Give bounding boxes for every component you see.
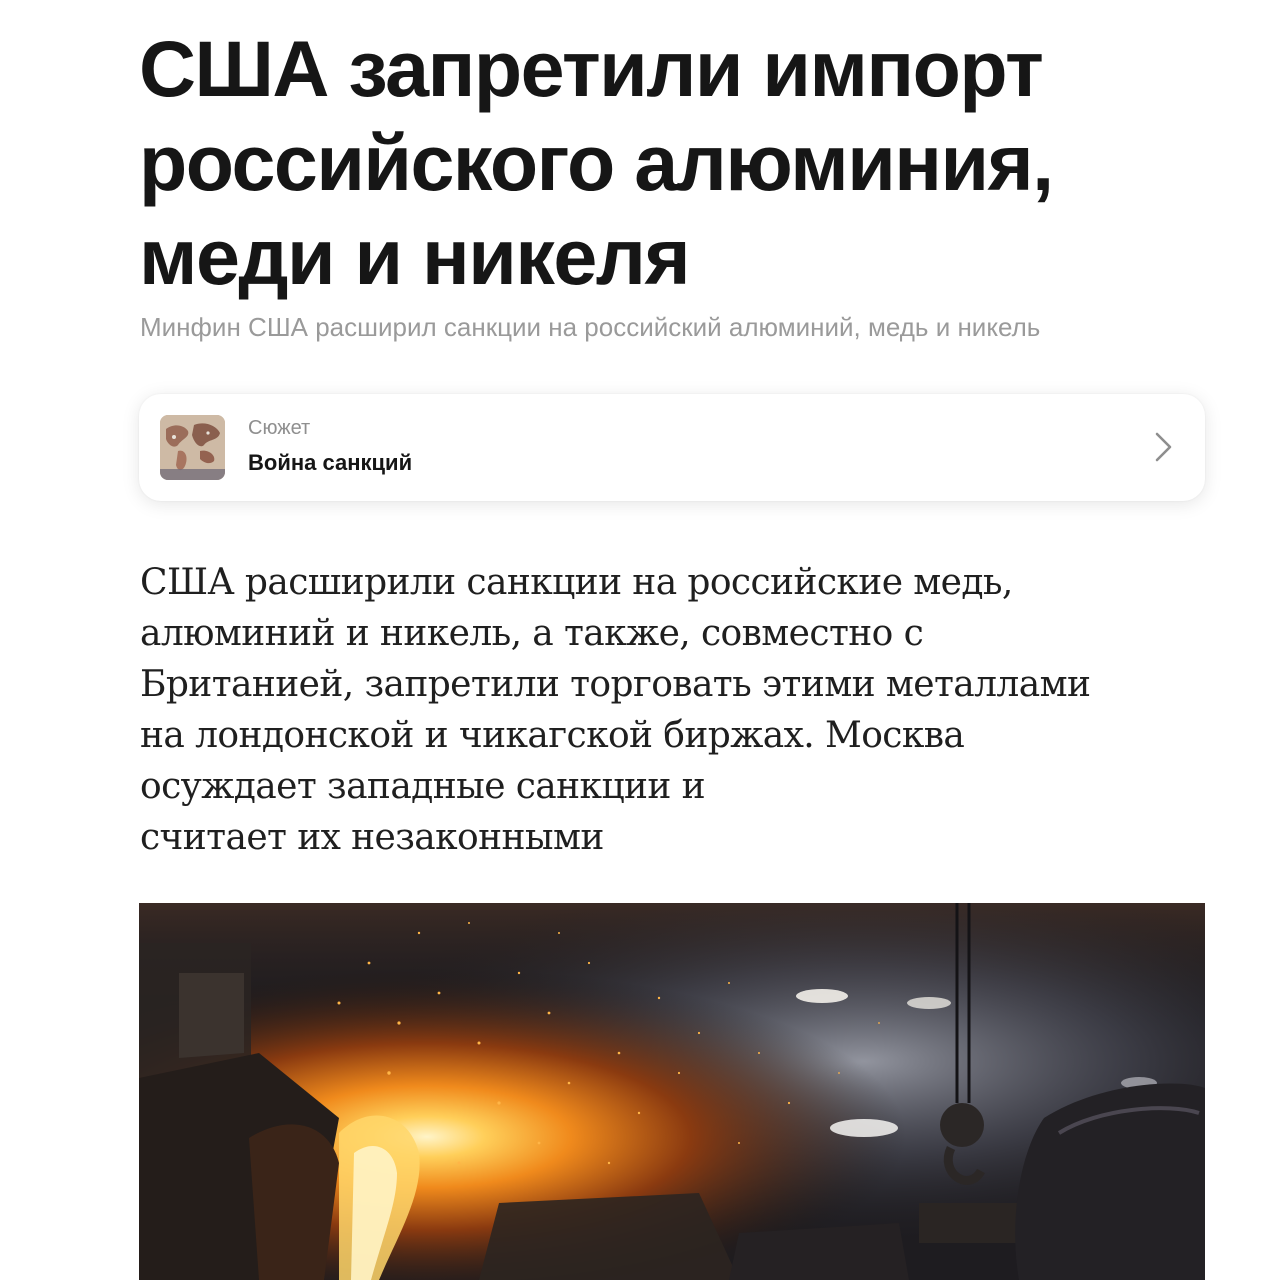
lead-line: на лондонской и чикагской биржах. Москва (140, 715, 965, 756)
lead-line: Британией, запретили торговать этими металлами (140, 664, 1091, 705)
story-thumbnail (160, 415, 225, 480)
lead-line: считает их незаконными (140, 817, 604, 858)
chevron-right-icon[interactable] (1153, 430, 1175, 464)
smelter-photo-image (139, 903, 1205, 1280)
article-subtitle: Минфин США расширил санкции на российский алюминий, медь и никель (140, 312, 1041, 342)
article-photo (139, 903, 1205, 1280)
story-card[interactable] (139, 394, 1205, 501)
lead-line: США расширили санкции на российские медь, (140, 562, 1013, 603)
article-headline: США запретили импорт российского алюминия, меди и никеля (139, 24, 1053, 301)
lead-line: алюминий и никель, а также, совместно с (140, 613, 924, 654)
story-kicker: Сюжет (248, 417, 311, 439)
story-title: Война санкций (248, 450, 413, 475)
lead-line: осуждает западные санкции и (140, 766, 706, 807)
world-map-icon (160, 415, 225, 480)
article-lead (140, 557, 1205, 863)
